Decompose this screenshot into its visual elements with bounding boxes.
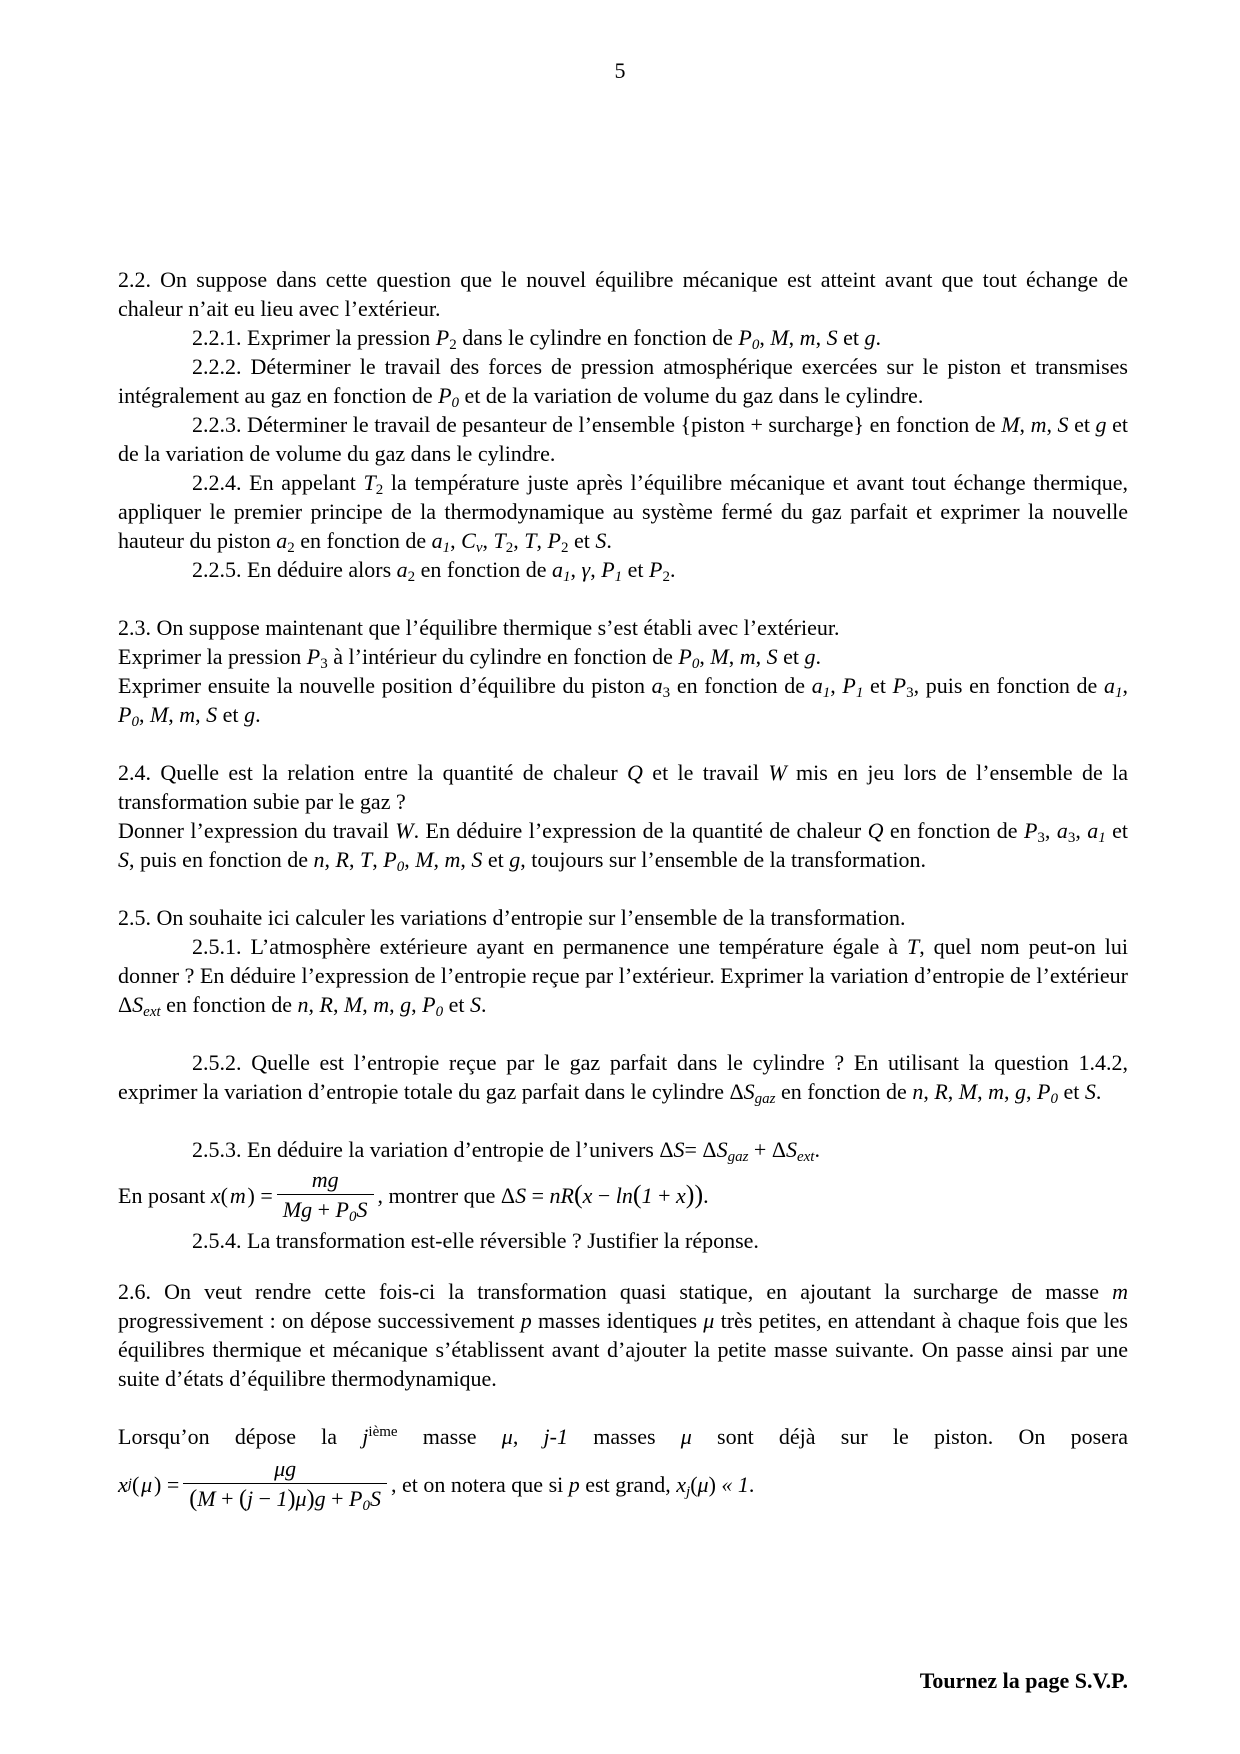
footer-turn-page: Tournez la page S.V.P.: [919, 1668, 1128, 1693]
q224: 2.2.4. En appelant $T_2$ la température juste après l’équilibre mécanique et avant tout échange thermique, appliquer le premier principe de la thermodynamique au système fermé du gaz parfait et exprimer la nouvelle hauteur du piston $a_2$ en fonction de $a_1$, $C_v$, $T_2$, T, $P_2$ et S.: [118, 470, 1128, 556]
q23: 2.3. On suppose maintenant que l’équilibre thermique s’est établi avec l’extérieur. Exprimer la pression $P_3$ à l’intérieur du cylindre en fonction de $P_0$, M, m, S et g. Exprimer ensuite la nouvelle position d’équilibre du piston $a_3$ en fonction de $a_1$, $P_1$ et $P_3$, puis en fonction de $a_1$, $P_0$, M, m, S et g.: [118, 615, 1128, 730]
q254: 2.5.4. La transformation est-elle réversible ? Justifier la réponse.: [192, 1228, 759, 1253]
q26: 2.6. On veut rendre cette fois-ci la transformation quasi statique, en ajoutant la surcharge de masse m progressivement : on dépose successivement p masses identiques μ très petites, en attendant à chaque fois que les équilibres thermique et mécanique s’établissent avant d’ajouter la petite masse suivante. On passe ainsi par une suite d’états d’équilibre thermodynamique.: [118, 1279, 1128, 1391]
q25-intro: 2.5. On souhaite ici calculer les variations d’entropie sur l’ensemble de la transformation.: [118, 905, 906, 930]
q253-montrer: , montrer que: [377, 1182, 496, 1208]
q22-intro: 2.2. On suppose dans cette question que le nouvel équilibre mécanique est atteint avant que tout échange de chaleur n’ait eu lieu avec l’extérieur.: [118, 267, 1128, 321]
page-number: 5: [614, 58, 626, 83]
document-body: [118, 265, 1128, 1517]
q225: 2.2.5. En déduire alors $a_2$ en fonction de $a_1$, γ, $P_1$ et $P_2$.: [192, 557, 676, 585]
q222: 2.2.2. Déterminer le travail des forces de pression atmosphérique exercées sur le piston et transmises intégralement au gaz en fonction de $P_0$ et de la variation de volume du gaz dans le cylindre.: [118, 354, 1128, 411]
q253-equation-line: En posant x ( m ) = $\frac{mg}{Mg + P_0S}$ , montrer que ΔS = nR(x − ln(1 + x)).: [118, 1166, 709, 1225]
q26-lorsque: Lorsqu’on dépose la $j^{ième}$ masse μ, j-1 masses μ sont déjà sur le piston. On posera: [118, 1424, 1128, 1449]
x-of-m-fraction: $\frac{mg}{Mg + P_0S}$: [277, 1166, 374, 1225]
q251: 2.5.1. L’atmosphère extérieure ayant en permanence une température égale à T, quel nom peut-on lui donner ? En déduire l’expression de l’entropie reçue par l’extérieur. Exprimer la variation d’entropie de l’extérieur $\Delta S_{ext}$ en fonction de n, R, M, m, g, $P_0$ et S.: [118, 934, 1128, 1020]
q26-equation-line: x j ( μ ) = $\frac{\mu g}{(M + (j - 1)\mu)g + P_0S}$ , et on notera que si p est grand, $x_j(\mu)$ « 1.: [118, 1455, 755, 1514]
q221: 2.2.1. Exprimer la pression $P_2$ dans le cylindre en fonction de $P_0$, M, m, S et g.: [192, 325, 881, 353]
q253: 2.5.3. En déduire la variation d’entropie de l’univers $\Delta S= \Delta S_{gaz} + \Delta S_{ext}$.: [192, 1137, 820, 1165]
x-j-mu-fraction: $\frac{\mu g}{(M + (j - 1)\mu)g + P_0S}$: [183, 1455, 387, 1514]
entropy-formula: ΔS = nR(x − ln(1 + x)).: [500, 1180, 709, 1209]
q26-notera: , et on notera que si p est grand, $x_j(\mu)$ « 1.: [390, 1471, 755, 1500]
q253-posant: En posant: [118, 1182, 206, 1208]
q24: 2.4. Quelle est la relation entre la quantité de chaleur Q et le travail W mis en jeu lors de l’ensemble de la transformation subie par le gaz ? Donner l’expression du travail W. En déduire l’expression de la quantité de chaleur Q en fonction de $P_3$, $a_3$, $a_1$ et S, puis en fonction de n, R, T, $P_0$, M, m, S et g, toujours sur l’ensemble de la transformation.: [118, 760, 1129, 875]
q223: 2.2.3. Déterminer le travail de pesanteur de l’ensemble {piston + surcharge} en fonction de M, m, S et g et de la variation de volume du gaz dans le cylindre.: [118, 412, 1128, 466]
q252: 2.5.2. Quelle est l’entropie reçue par le gaz parfait dans le cylindre ? En utilisant la question 1.4.2, exprimer la variation d’entropie totale du gaz parfait dans le cylindre $\Delta S_{gaz}$ en fonction de n, R, M, m, g, $P_0$ et S.: [118, 1050, 1128, 1107]
